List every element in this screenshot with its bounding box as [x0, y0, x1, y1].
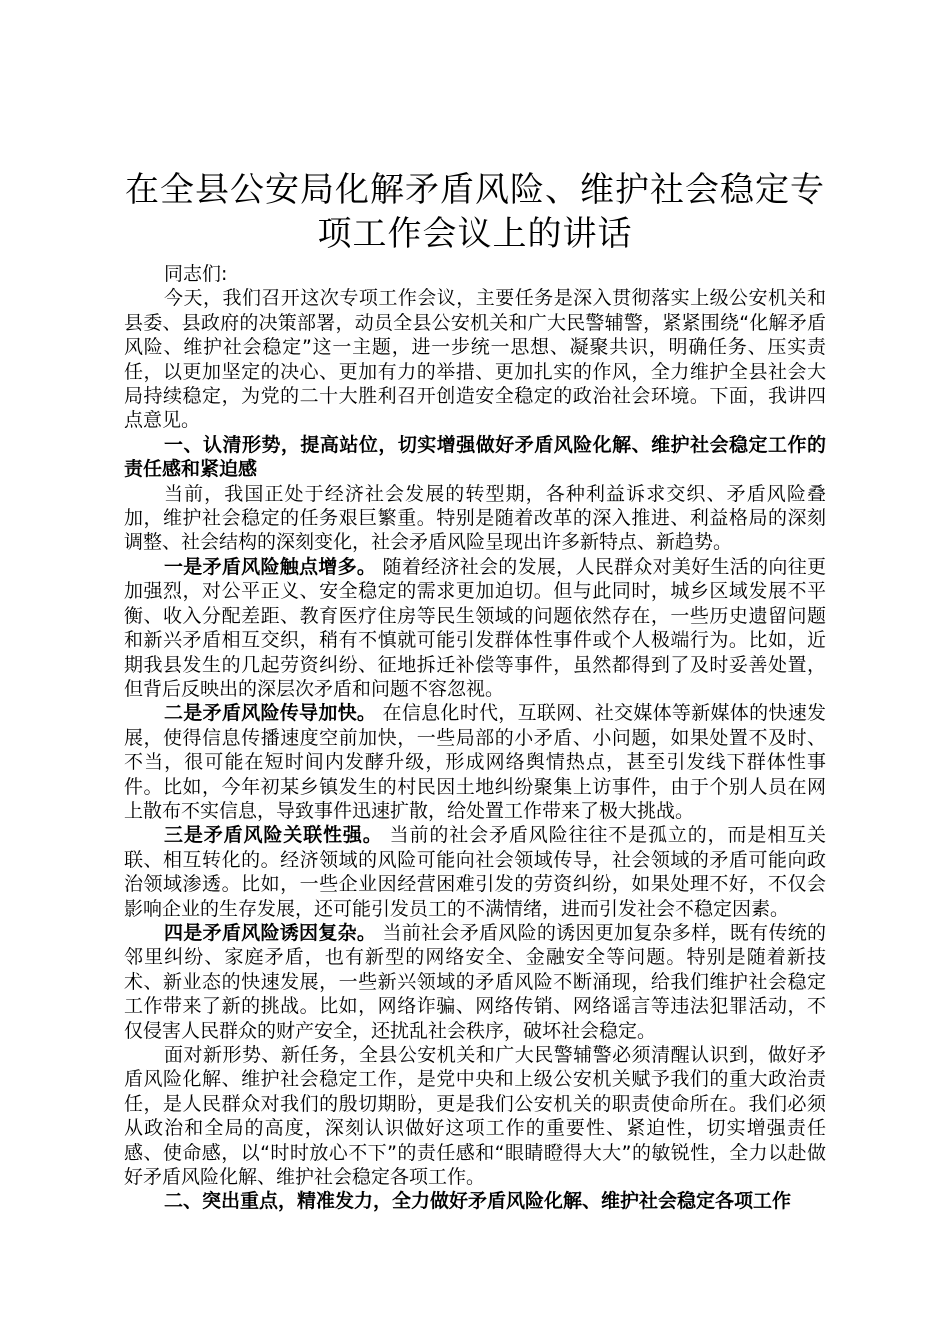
point-1-lead: 一是矛盾风险触点增多。 [164, 555, 377, 578]
point-3-paragraph [124, 823, 826, 921]
point-3-lead: 三是矛盾风险关联性强。 [164, 824, 383, 847]
document-title [124, 168, 826, 256]
point-4-paragraph [124, 921, 826, 1043]
section-1-paragraph: 当前，我国正处于经济社会发展的转型期，各种利益诉求交织、矛盾风险叠加，维护社会稳定的任务艰巨繁重。特别是随着改革的深入推进、利益格局的深刻调整、社会结构的深刻变化，社会矛盾风险呈现出许多新特点、新趋势。 [124, 482, 826, 554]
point-3-text: 当前的社会矛盾风险往往不是孤立的，而是相互关联、相互转化的。经济领域的风险可能向社会领域传导，社会领域的矛盾可能向政治领域渗透。比如，一些企业因经营困难引发的劳资纠纷，如果处理不好，不仅会影响企业的生存发展，还可能引发员工的不满情绪，进而引发社会不稳定因素。 [124, 824, 826, 920]
section-2-heading: 二、突出重点，精准发力，全力做好矛盾风险化解、维护社会稳定各项工作 [164, 1190, 792, 1213]
point-2-text: 在信息化时代，互联网、社交媒体等新媒体的快速发展，使得信息传播速度空前加快，一些局部的小矛盾、小问题，如果处置不及时、不当，很可能在短时间内发酵升级，形成网络舆情热点，甚至引发线下群体性事件。比如，今年初某乡镇发生的村民因土地纠纷聚集上访事件，由于个别人员在网上散布不实信息，导致事件迅速扩散，给处置工作带来了极大挑战。 [124, 702, 826, 822]
title-line-2: 项工作会议上的讲话 [317, 214, 633, 254]
title-line-1: 在全县公安局化解矛盾风险、维护社会稳定专 [125, 170, 825, 210]
salutation: 同志们: [164, 263, 228, 285]
point-4-text: 当前社会矛盾风险的诱因更加复杂多样，既有传统的邻里纠纷、家庭矛盾，也有新型的网络安全、金融安全等问题。特别是随着新技术、新业态的快速发展，一些新兴领域的矛盾风险不断涌现，给我们维护社会稳定工作带来了新的挑战。比如，网络诈骗、网络传销、网络谣言等违法犯罪活动，不仅侵害人民群众的财产安全，还扰乱社会秩序，破坏社会稳定。 [124, 921, 826, 1042]
point-2-paragraph [124, 701, 826, 823]
section-1-heading: 一、认清形势，提高站位，切实增强做好矛盾风险化解、维护社会稳定工作的责任感和紧迫感 [124, 433, 826, 481]
intro-paragraph: 今天，我们召开这次专项工作会议，主要任务是深入贯彻落实上级公安机关和县委、县政府的决策部署，动员全县公安机关和广大民警辅警，紧紧围绕“化解矛盾风险、维护社会稳定”这一主题，进一步统一思想、凝聚共识，明确任务、压实责任，以更加坚定的决心、更加有力的举措、更加扎实的作风，全力维护全县社会大局持续稳定，为党的二十大胜利召开创造安全稳定的政治社会环境。下面，我讲四点意见。 [124, 287, 826, 432]
point-1-paragraph [124, 555, 826, 701]
document-page [124, 168, 826, 1214]
point-1-text: 随着经济社会的发展，人民群众对美好生活的向往更加强烈，对公平正义、安全稳定的需求更加迫切。但与此同时，城乡区域发展不平衡、收入分配差距、教育医疗住房等民生领域的问题依然存在，一些历史遗留问题和新兴矛盾相互交织，稍有不慎就可能引发群体性事件或个人极端行为。比如，近期我县发生的几起劳资纠纷、征地拆迁补偿等事件，虽然都得到了及时妥善处置，但背后反映出的深层次矛盾和问题不容忽视。 [124, 555, 826, 700]
point-2-lead: 二是矛盾风险传导加快。 [164, 702, 377, 725]
section-1-conclusion: 面对新形势、新任务，全县公安机关和广大民警辅警必须清醒认识到，做好矛盾风险化解、维护社会稳定工作，是党中央和上级公安机关赋予我们的重大政治责任，是人民群众对我们的殷切期盼，更是我们公安机关的职责使命所在。我们必须从政治和全局的高度，深刻认识做好这项工作的重要性、紧迫性，切实增强责任感、使命感，以“时时放心不下”的责任感和“眼睛瞪得大大”的敏锐性，全力以赴做好矛盾风险化解、维护社会稳定各项工作。 [124, 1044, 826, 1189]
point-4-lead: 四是矛盾风险诱因复杂。 [164, 921, 377, 944]
